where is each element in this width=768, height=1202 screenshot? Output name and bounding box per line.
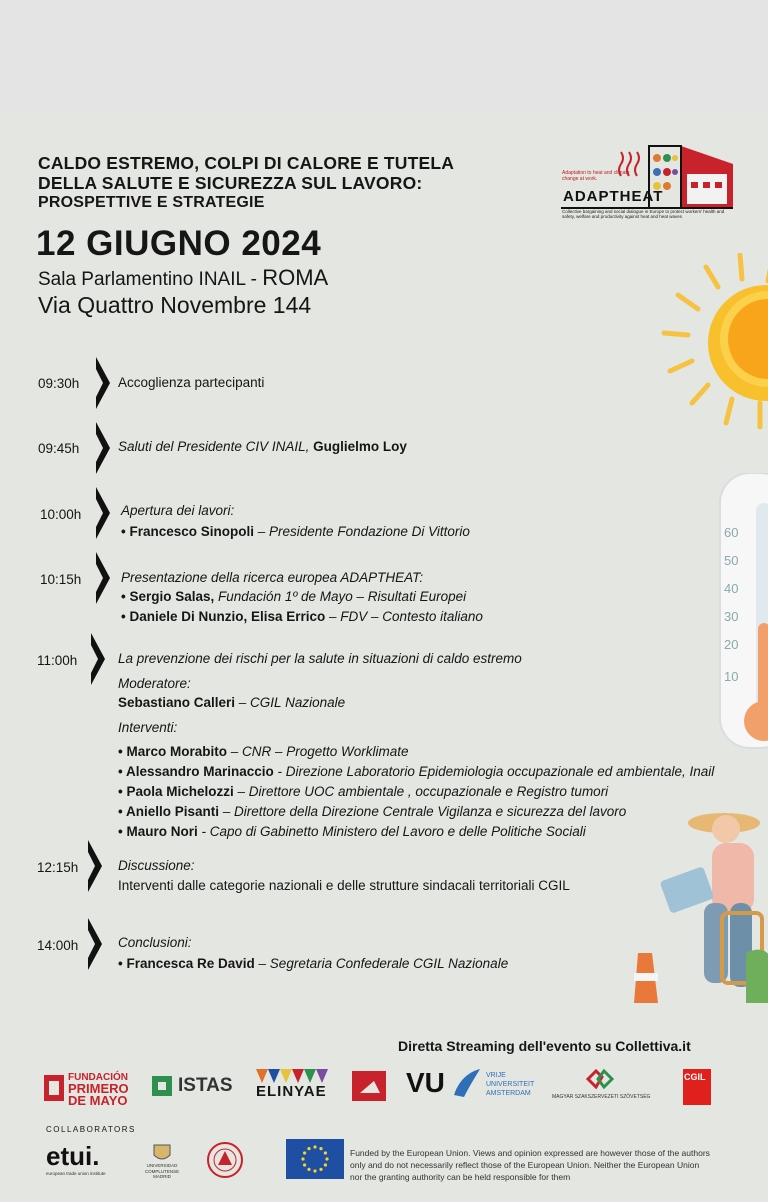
session-intro: Presentazione della ricerca europea ADAPTHEAT: bbox=[121, 570, 424, 585]
complutense-line: COMPLUTENSE bbox=[144, 1168, 180, 1174]
complutense-line: MADRID bbox=[153, 1174, 171, 1179]
thermo-tick: 20 bbox=[724, 637, 739, 652]
title-line: DELLA SALUTE E SICUREZZA SUL LAVORO: bbox=[38, 173, 423, 193]
complutense-line: UNIVERSIDAD bbox=[146, 1163, 178, 1168]
session-time: 09:30h bbox=[38, 376, 80, 391]
speaker-line bbox=[118, 695, 345, 710]
speaker-role: - Direzione Laboratorio Epidemiologia occupazionale ed ambientale, Inail bbox=[273, 764, 715, 779]
speaker-line bbox=[121, 609, 483, 624]
speaker-name: • Aniello Pisanti bbox=[118, 804, 219, 819]
thermo-tick: 40 bbox=[724, 581, 739, 596]
sun-icon bbox=[656, 253, 768, 433]
cgil-logo bbox=[683, 1069, 711, 1105]
fundacion-primero-de-mayo-logo bbox=[44, 1071, 144, 1107]
speaker-line bbox=[118, 804, 626, 819]
speaker-role: – CGIL Nazionale bbox=[235, 695, 346, 710]
complutense-logo bbox=[140, 1143, 184, 1183]
thermo-tick: 30 bbox=[724, 609, 739, 624]
speaker-line bbox=[121, 524, 470, 539]
university-seal-icon bbox=[206, 1141, 244, 1179]
session-intro: Apertura dei lavori: bbox=[121, 503, 235, 518]
event-title bbox=[38, 153, 538, 213]
elinyae-name: ELINYAE bbox=[256, 1083, 327, 1100]
elinyae-logo bbox=[256, 1069, 328, 1105]
speaker-role: – Presidente Fondazione Di Vittorio bbox=[254, 524, 470, 539]
speaker-role: – CNR – Progetto Worklimate bbox=[226, 744, 409, 759]
interventions-label: Interventi: bbox=[118, 720, 178, 735]
session-text bbox=[118, 439, 407, 454]
speaker-name: Sebastiano Calleri bbox=[118, 695, 236, 710]
adaptheat-description: Collective bargaining and social dialogue in Europe to protect workers' health and safety, welfare and productivity against heat and heat waves bbox=[562, 209, 725, 219]
cgil-name: CGIL bbox=[684, 1072, 706, 1082]
thermo-tick: 50 bbox=[724, 553, 739, 568]
speaker-line bbox=[121, 589, 466, 604]
event-date: 12 GIUGNO 2024 bbox=[36, 224, 322, 263]
session-text: Interventi dalle categorie nazionali e delle strutture sindacali territoriali CGIL bbox=[118, 878, 570, 893]
etui-logo bbox=[46, 1141, 126, 1177]
speaker-role: Fundación 1º de Mayo – Risultati Europei bbox=[214, 589, 467, 604]
speaker-line bbox=[118, 784, 608, 799]
vu-name-line: UNIVERSITEIT bbox=[486, 1081, 535, 1088]
etui-name: etui. bbox=[46, 1141, 100, 1171]
moderator-label: Moderatore: bbox=[118, 676, 191, 691]
event-address: Via Quattro Novembre 144 bbox=[38, 292, 312, 318]
venue-name: Sala Parlamentino INAIL - bbox=[38, 269, 263, 290]
session-intro: Saluti del Presidente CIV INAIL, bbox=[118, 439, 310, 454]
mszsz-logo bbox=[552, 1068, 652, 1104]
speaker-line bbox=[118, 824, 586, 839]
chevron-right-icon bbox=[96, 422, 110, 474]
griffin-icon bbox=[452, 1067, 482, 1099]
session-intro: Discussione: bbox=[118, 858, 195, 873]
session-intro: La prevenzione dei rischi per la salute in situazioni di caldo estremo bbox=[118, 651, 522, 666]
thermo-tick: 10 bbox=[724, 669, 739, 684]
speaker-role: – Segretaria Confederale CGIL Nazionale bbox=[254, 956, 509, 971]
mszsz-mark-icon bbox=[584, 1068, 614, 1090]
session-time: 11:00h bbox=[37, 653, 78, 668]
fundacion-line: DE MAYO bbox=[68, 1093, 128, 1108]
adaptheat-logo bbox=[561, 144, 735, 220]
adaptheat-name: ADAPTHEAT bbox=[563, 188, 664, 205]
session-text: Accoglienza partecipanti bbox=[118, 375, 265, 390]
chevron-right-icon bbox=[96, 552, 110, 604]
session-time: 09:45h bbox=[38, 441, 80, 456]
collaborators-label: COLLABORATORS bbox=[46, 1125, 136, 1134]
event-poster bbox=[0, 113, 768, 1202]
vu-name-line: AMSTERDAM bbox=[486, 1090, 531, 1097]
woman-with-tablet-illustration bbox=[634, 803, 768, 1013]
speaker-line bbox=[118, 956, 508, 971]
session-time: 10:00h bbox=[40, 507, 82, 522]
elinyae-pattern-icon bbox=[256, 1069, 328, 1083]
chevron-right-icon bbox=[88, 918, 102, 970]
speaker-name: • Marco Morabito bbox=[118, 744, 227, 759]
speaker-name: • Francesco Sinopoli bbox=[121, 524, 255, 539]
speaker-name: • Paola Michelozzi bbox=[118, 784, 234, 799]
adaptheat-tagline: Adaptation to heat and climate change at work. bbox=[562, 170, 630, 182]
title-line: PROSPETTIVE E STRATEGIE bbox=[38, 194, 265, 211]
streaming-notice: Diretta Streaming dell'evento su Collettiva.it bbox=[398, 1038, 691, 1054]
session-time: 14:00h bbox=[37, 938, 79, 953]
university-crest-icon bbox=[152, 1143, 172, 1163]
speaker-role: – Direttore della Direzione Centrale Vigilanza e sicurezza del lavoro bbox=[219, 804, 627, 819]
speaker-role: - Capo di Gabinetto Ministero del Lavoro e delle Politiche Sociali bbox=[197, 824, 586, 839]
speaker-name: • Mauro Nori bbox=[118, 824, 198, 839]
vu-amsterdam-logo bbox=[406, 1065, 536, 1105]
speaker-name: • Francesca Re David bbox=[118, 956, 255, 971]
speaker-role: – Direttore UOC ambientale , occupazionale e Registro tumori bbox=[233, 784, 609, 799]
speaker-role: – FDV – Contesto italiano bbox=[325, 609, 483, 624]
speaker-line bbox=[118, 744, 409, 759]
vu-name-line: VRIJE bbox=[486, 1072, 506, 1079]
istas-name: ISTAS bbox=[178, 1075, 233, 1096]
speaker-line bbox=[118, 764, 714, 779]
top-bar bbox=[0, 0, 768, 113]
vu-letters: VU bbox=[406, 1067, 445, 1098]
chevron-right-icon bbox=[91, 633, 105, 685]
mszsz-name: MAGYAR SZAKSZERVEZETI SZÖVETSÉG bbox=[552, 1094, 651, 1100]
eu-disclaimer: Funded by the European Union. Views and opinion expressed are however those of the authors only and do not necessarily reflect those of the European Union. Neither the European Union nor the granting authority can be held responsible for them bbox=[350, 1148, 710, 1182]
thermo-tick: 60 bbox=[724, 525, 739, 540]
session-intro: Conclusioni: bbox=[118, 935, 192, 950]
istas-logo bbox=[152, 1073, 242, 1101]
chevron-right-icon bbox=[96, 357, 110, 409]
istas-mark-icon bbox=[152, 1076, 172, 1096]
fundacion-line: PRIMERO bbox=[68, 1081, 129, 1096]
partner-ship-logo-icon bbox=[352, 1071, 386, 1101]
session-time: 12:15h bbox=[37, 860, 79, 875]
title-line: CALDO ESTREMO, COLPI DI CALORE E TUTELA bbox=[38, 153, 455, 173]
etui-subtitle: european trade union institute bbox=[46, 1171, 106, 1176]
speaker-name: Guglielmo Loy bbox=[313, 439, 407, 454]
speaker-name: • Alessandro Marinaccio bbox=[118, 764, 274, 779]
thermometer-icon bbox=[710, 473, 768, 753]
chevron-right-icon bbox=[96, 487, 110, 539]
fundacion-line: FUNDACIÓN bbox=[68, 1072, 128, 1083]
speaker-name: • Sergio Salas, bbox=[121, 589, 215, 604]
chevron-right-icon bbox=[88, 840, 102, 892]
fundacion-mark-icon bbox=[44, 1075, 64, 1101]
event-venue bbox=[38, 265, 328, 291]
speaker-name: • Daniele Di Nunzio, Elisa Errico bbox=[121, 609, 326, 624]
session-time: 10:15h bbox=[40, 572, 82, 587]
venue-city: ROMA bbox=[262, 265, 329, 290]
eu-flag-icon bbox=[286, 1139, 344, 1179]
